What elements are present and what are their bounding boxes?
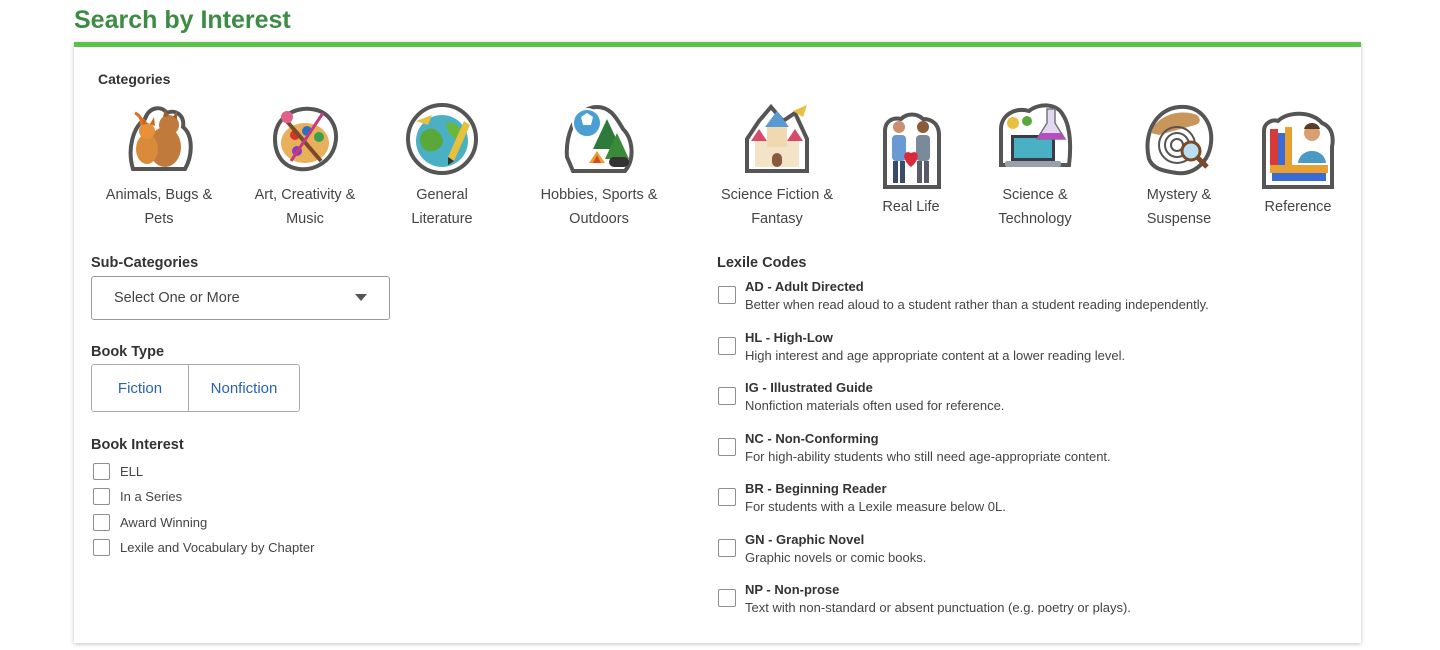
fiction-button[interactable]: Fiction <box>92 365 188 411</box>
checkbox[interactable] <box>718 286 736 304</box>
book-interest-lexile-vocab[interactable] <box>93 539 314 556</box>
category-label: Hobbies, Sports & Outdoors <box>540 187 658 227</box>
checkbox[interactable] <box>718 438 736 456</box>
sub-categories-label: Sub-Categories <box>91 255 199 271</box>
book-interest-label: Book Interest <box>91 437 184 453</box>
category-animals[interactable] <box>102 99 216 231</box>
checkbox[interactable] <box>718 387 736 405</box>
book-interest-award[interactable] <box>93 514 207 531</box>
checkbox[interactable] <box>93 488 110 505</box>
lexile-desc: Better when read aloud to a student rather than a student reading independently. <box>745 297 1209 312</box>
checkbox[interactable] <box>93 514 110 531</box>
categories-label: Categories <box>98 71 171 87</box>
lexile-title: HL - High-Low <box>745 330 833 345</box>
sub-categories-select[interactable] <box>91 276 390 320</box>
art-palette-icon <box>265 99 345 179</box>
checkbox[interactable] <box>93 463 110 480</box>
lexile-desc: Text with non-standard or absent punctuation (e.g. poetry or plays). <box>745 600 1131 615</box>
checkbox-label: Award Winning <box>120 515 208 530</box>
lexile-np[interactable] <box>718 582 1131 618</box>
lexile-title: BR - Beginning Reader <box>745 481 887 496</box>
search-panel <box>74 42 1361 643</box>
book-interest-series[interactable] <box>93 488 182 505</box>
lexile-title: AD - Adult Directed <box>745 279 864 294</box>
category-reference[interactable] <box>1252 111 1344 219</box>
globe-pen-icon <box>402 99 482 179</box>
lexile-ad[interactable] <box>718 279 1209 315</box>
lexile-codes-label: Lexile Codes <box>717 255 807 271</box>
fingerprint-magnifier-icon <box>1139 99 1219 179</box>
laptop-flask-icon <box>995 99 1075 179</box>
lexile-desc: High interest and age appropriate content at a lower reading level. <box>745 348 1126 363</box>
category-real-life[interactable] <box>870 111 952 219</box>
checkbox[interactable] <box>93 539 110 556</box>
lexile-title: NC - Non-Conforming <box>745 431 879 446</box>
lexile-gn[interactable] <box>718 532 926 568</box>
castle-icon <box>737 99 817 179</box>
category-label: Animals, Bugs & Pets <box>105 187 213 227</box>
books-reader-icon <box>1258 111 1338 191</box>
lexile-desc: For high-ability students who still need age-appropriate content. <box>745 449 1111 464</box>
page-title: Search by Interest <box>74 6 291 34</box>
lexile-ig[interactable] <box>718 380 1004 416</box>
category-label: Real Life <box>882 199 940 215</box>
category-label: Science Fiction & Fantasy <box>720 187 834 227</box>
lexile-nc[interactable] <box>718 431 1111 467</box>
animals-icon <box>119 99 199 179</box>
caret-down-icon <box>355 294 367 301</box>
checkbox-label: Lexile and Vocabulary by Chapter <box>120 540 315 555</box>
lexile-title: IG - Illustrated Guide <box>745 380 873 395</box>
category-label: General Literature <box>411 187 473 227</box>
lexile-desc: Graphic novels or comic books. <box>745 550 927 565</box>
lexile-title: NP - Non-prose <box>745 582 840 597</box>
checkbox-label: In a Series <box>120 489 183 504</box>
category-art[interactable] <box>250 99 360 231</box>
book-interest-ell[interactable] <box>93 463 143 480</box>
checkbox[interactable] <box>718 589 736 607</box>
book-type-label: Book Type <box>91 344 165 360</box>
nonfiction-button[interactable]: Nonfiction <box>188 365 299 411</box>
category-sci-fi-fantasy[interactable] <box>710 99 844 231</box>
lexile-hl[interactable] <box>718 330 1125 366</box>
checkbox-label: ELL <box>120 464 144 479</box>
category-general-literature[interactable] <box>394 99 490 231</box>
category-mystery[interactable] <box>1130 99 1228 231</box>
soccer-camping-icon <box>559 99 639 179</box>
select-placeholder: Select One or More <box>114 290 240 306</box>
category-hobbies[interactable] <box>538 99 660 231</box>
category-science-tech[interactable] <box>986 99 1084 231</box>
category-label: Art, Creativity & Music <box>254 187 356 227</box>
family-icon <box>877 111 945 191</box>
category-label: Reference <box>1264 199 1332 215</box>
category-label: Science & Technology <box>998 187 1072 227</box>
lexile-desc: Nonfiction materials often used for reference. <box>745 398 1005 413</box>
lexile-br[interactable] <box>718 481 1006 517</box>
checkbox[interactable] <box>718 337 736 355</box>
checkbox[interactable] <box>718 539 736 557</box>
checkbox[interactable] <box>718 488 736 506</box>
category-label: Mystery & Suspense <box>1146 187 1212 227</box>
book-type-toggle <box>91 364 300 412</box>
lexile-desc: For students with a Lexile measure below 0L. <box>745 499 1006 514</box>
lexile-title: GN - Graphic Novel <box>745 532 865 547</box>
